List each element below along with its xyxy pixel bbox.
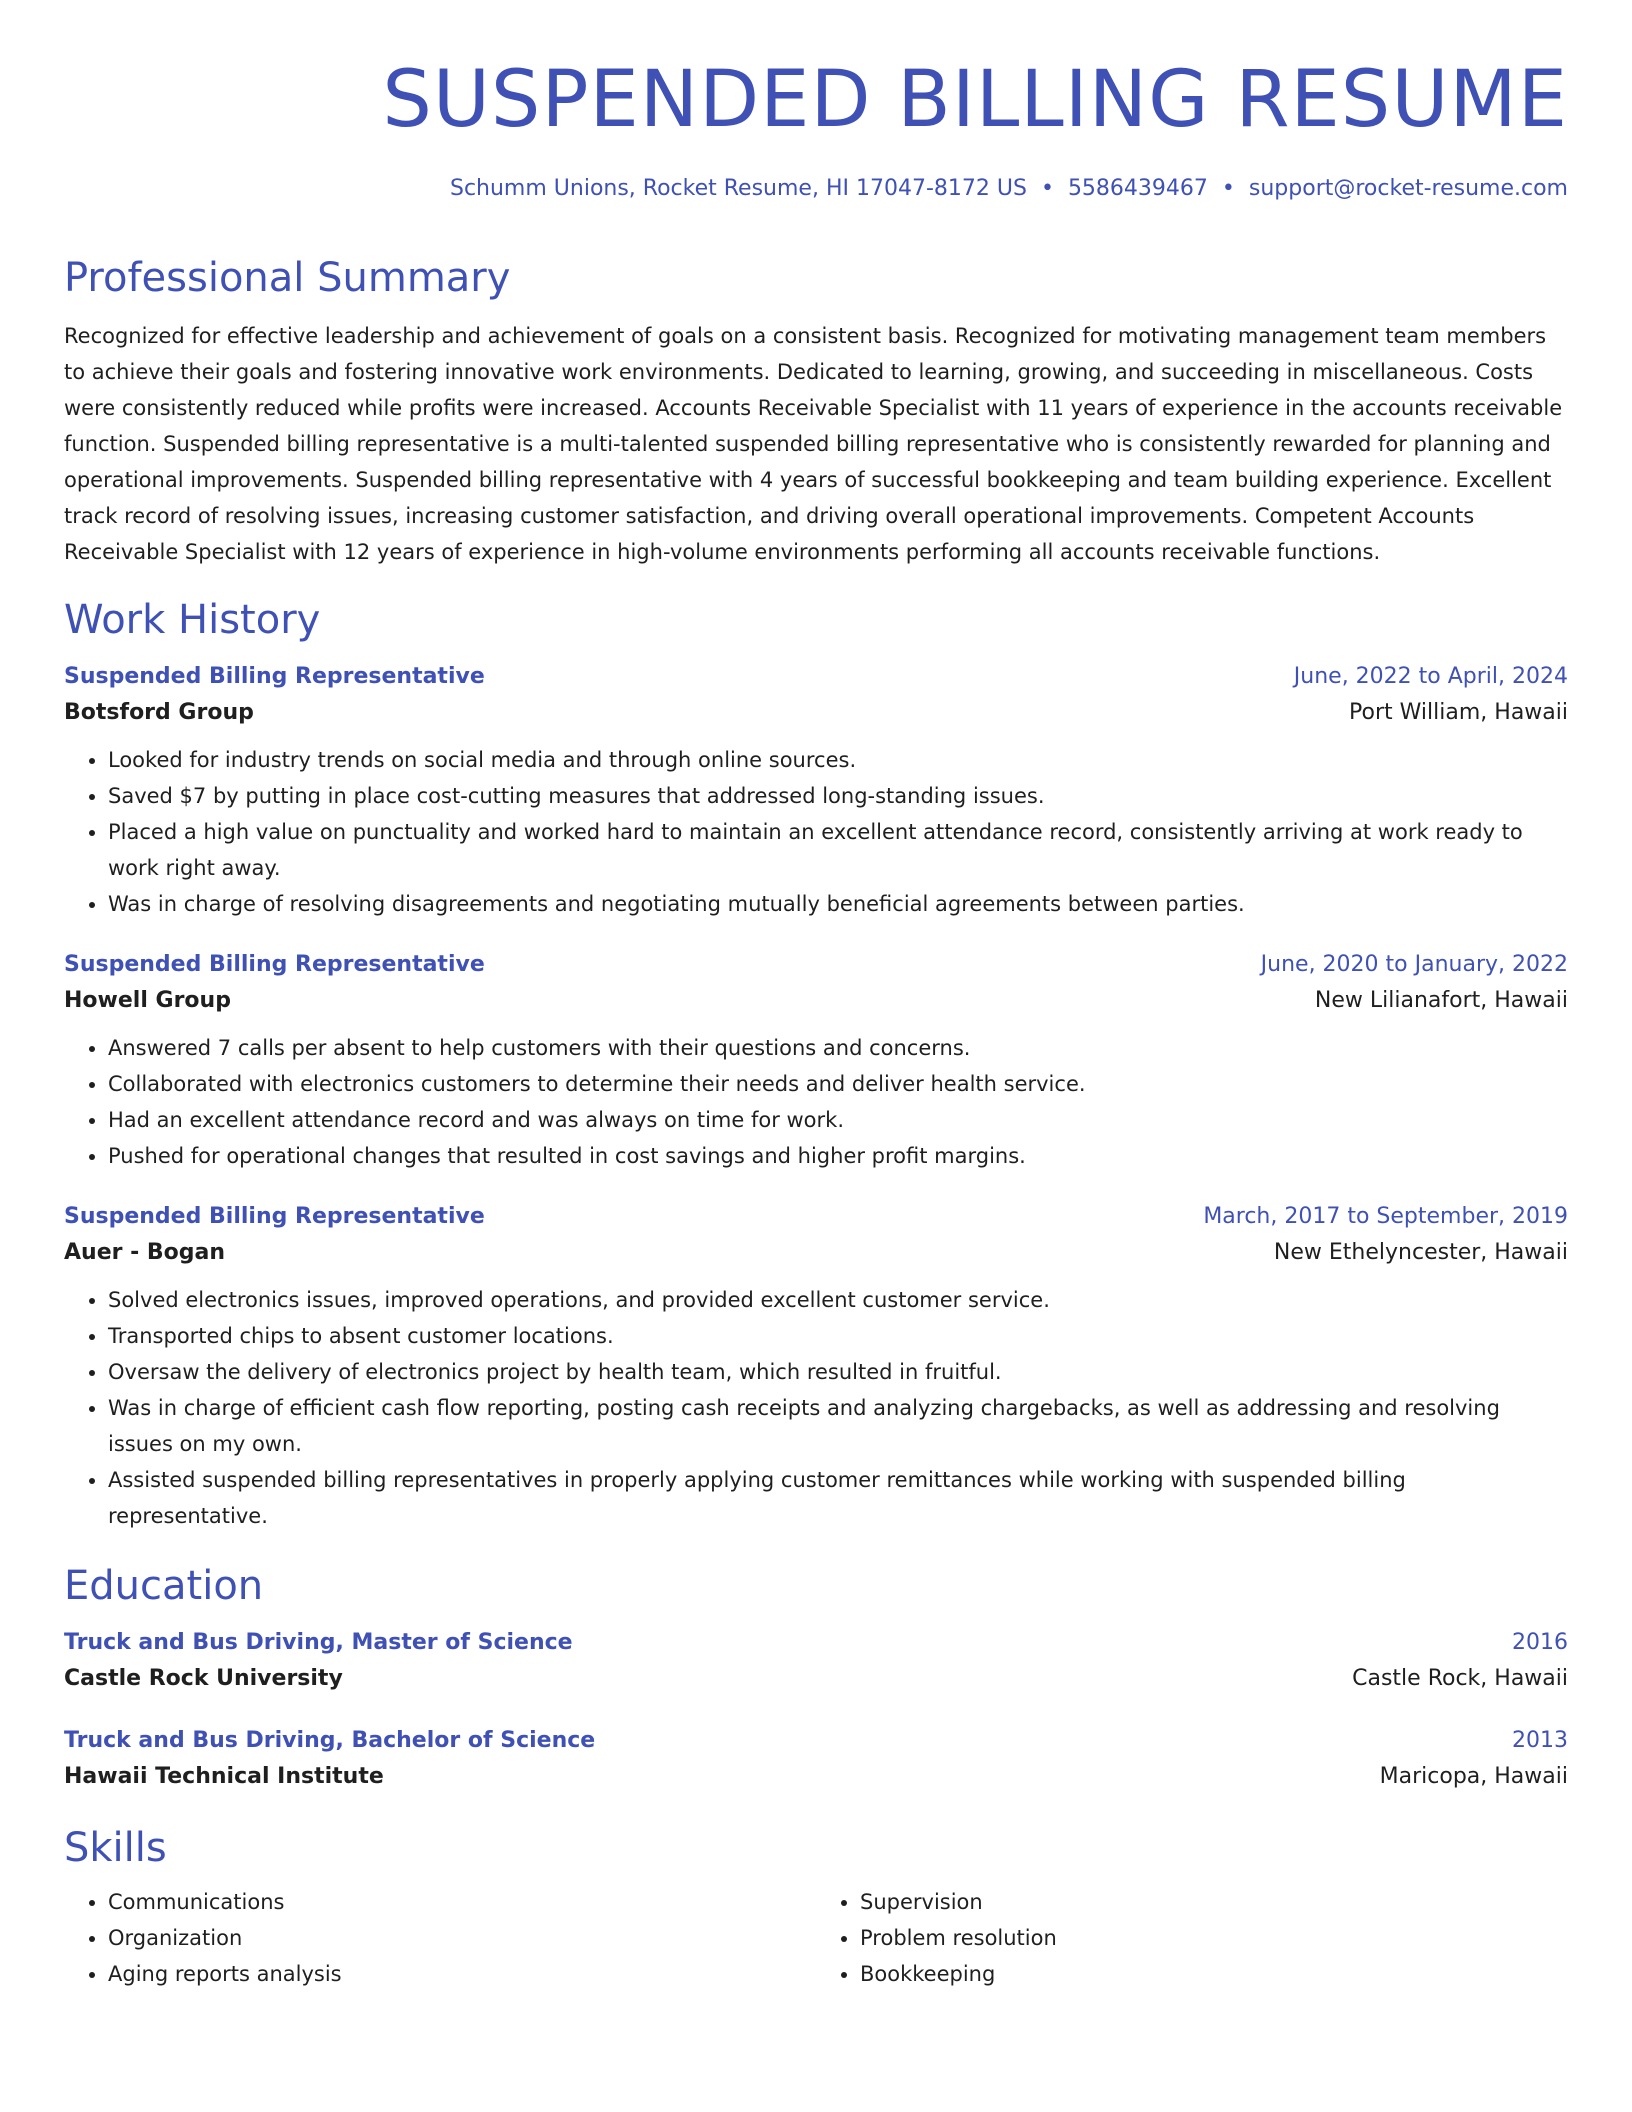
job-bullet: • Assisted suspended billing representatives in properly applying customer remittances while working with suspended billing representative.	[108, 1462, 1568, 1534]
contact-separator: •	[1221, 176, 1235, 201]
contact-separator: •	[1040, 176, 1054, 201]
education-school: Hawaii Technical Institute	[64, 1764, 384, 1789]
skill-item: • Bookkeeping	[860, 1956, 1568, 1992]
summary-text: Recognized for effective leadership and achievement of goals on a consistent basis. Recognized for motivating management team members to achieve their goals and fostering innovative work environments. Dedicated to learning, growing, and succeeding in miscellaneous. Costs were consistently reduced while profits were increased. Accounts Receivable Specialist with 11 years of experience in the accounts receivable function. Suspended billing representative is a multi-talented suspended billing representative who is consistently rewarded for planning and operational improvements. Suspended billing representative with 4 years of successful bookkeeping and team building experience. Excellent track record of resolving issues, increasing customer satisfaction, and driving overall operational improvements. Competent Accounts Receivable Specialist with 12 years of experience in high-volume environments performing all accounts receivable functions.	[64, 324, 1563, 564]
education-heading: Education	[64, 1563, 264, 1609]
job-location: New Lilianafort, Hawaii	[1314, 988, 1568, 1013]
education-year: 2013	[1512, 1728, 1568, 1753]
job-bullet: • Had an excellent attendance record and was always on time for work.	[108, 1102, 1568, 1138]
job-entry	[64, 948, 1568, 1174]
job-role: Suspended Billing Representative	[64, 1204, 485, 1229]
education-location: Maricopa, Hawaii	[1379, 1764, 1568, 1789]
education-year: 2016	[1512, 1630, 1568, 1655]
job-company: Auer - Bogan	[64, 1240, 226, 1265]
education-location: Castle Rock, Hawaii	[1352, 1666, 1568, 1691]
education-entry	[64, 1626, 1568, 1698]
education-entry	[64, 1724, 1568, 1796]
job-role: Suspended Billing Representative	[64, 952, 485, 977]
job-location: Port William, Hawaii	[1349, 700, 1568, 725]
job-bullet: • Oversaw the delivery of electronics project by health team, which resulted in fruitful.	[108, 1354, 1568, 1390]
job-bullet: • Pushed for operational changes that resulted in cost savings and higher profit margins.	[108, 1138, 1568, 1174]
job-bullets	[64, 1282, 1568, 1534]
skill-item: • Problem resolution	[860, 1920, 1568, 1956]
job-bullet: • Solved electronics issues, improved operations, and provided excellent customer service.	[108, 1282, 1568, 1318]
job-bullet: • Saved $7 by putting in place cost-cutting measures that addressed long-standing issues.	[108, 778, 1568, 814]
education-degree: Truck and Bus Driving, Master of Science	[64, 1630, 573, 1655]
contact-line	[64, 174, 1568, 204]
job-entry	[64, 660, 1568, 922]
education-school: Castle Rock University	[64, 1666, 343, 1691]
work-history-heading: Work History	[64, 597, 321, 643]
job-location: New Ethelyncester, Hawaii	[1273, 1240, 1568, 1265]
skill-item: • Supervision	[860, 1884, 1568, 1920]
job-bullets	[64, 742, 1568, 922]
job-dates: June, 2020 to January, 2022	[1260, 952, 1568, 977]
job-role: Suspended Billing Representative	[64, 664, 485, 689]
skills-column-left	[64, 1884, 816, 1992]
job-dates: June, 2022 to April, 2024	[1293, 664, 1568, 689]
summary-heading: Professional Summary	[64, 255, 511, 301]
skills-column-right	[816, 1884, 1568, 1992]
job-bullet: • Answered 7 calls per absent to help customers with their questions and concerns.	[108, 1030, 1568, 1066]
skill-item: • Communications	[108, 1884, 816, 1920]
skills-list	[64, 1884, 1568, 1992]
job-bullet: • Was in charge of resolving disagreements and negotiating mutually beneficial agreements between parties.	[108, 886, 1568, 922]
education-degree: Truck and Bus Driving, Bachelor of Science	[64, 1728, 596, 1753]
job-bullet: • Placed a high value on punctuality and worked hard to maintain an excellent attendance record, consistently arriving at work ready to work right away.	[108, 814, 1568, 886]
job-bullet: • Looked for industry trends on social media and through online sources.	[108, 742, 1568, 778]
job-company: Botsford Group	[64, 700, 254, 725]
job-bullet: • Was in charge of efficient cash flow reporting, posting cash receipts and analyzing chargebacks, as well as addressing and resolving issues on my own.	[108, 1390, 1568, 1462]
job-entry	[64, 1200, 1568, 1534]
job-company: Howell Group	[64, 988, 231, 1013]
resume-title: SUSPENDED BILLING RESUME	[382, 55, 1568, 145]
contact-address: Schumm Unions, Rocket Resume, HI 17047-8172 US	[449, 176, 1027, 201]
job-bullets	[64, 1030, 1568, 1174]
resume-header	[64, 52, 1568, 204]
skills-heading: Skills	[64, 1825, 167, 1871]
skill-item: • Organization	[108, 1920, 816, 1956]
job-bullet: • Collaborated with electronics customers to determine their needs and deliver health service.	[108, 1066, 1568, 1102]
contact-phone: 5586439467	[1067, 176, 1208, 201]
skill-item: • Aging reports analysis	[108, 1956, 816, 1992]
job-bullet: • Transported chips to absent customer locations.	[108, 1318, 1568, 1354]
job-dates: March, 2017 to September, 2019	[1203, 1204, 1568, 1229]
contact-email[interactable]: support@rocket-resume.com	[1248, 176, 1568, 201]
